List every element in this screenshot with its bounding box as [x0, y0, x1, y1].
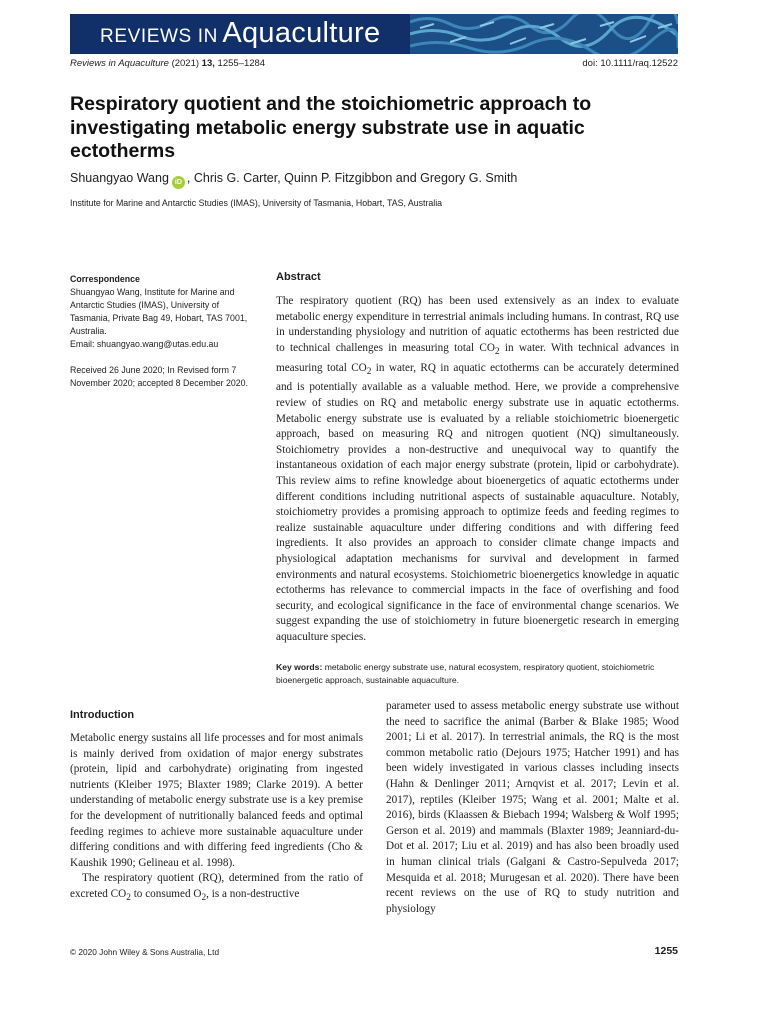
orcid-icon[interactable]: iD — [172, 176, 185, 189]
journal-pages: 1255–1284 — [217, 58, 266, 69]
body-column-right — [386, 699, 679, 917]
journal-banner — [70, 14, 678, 54]
fish-pattern-decoration — [410, 14, 678, 54]
correspondence-address: Shuangyao Wang, Institute for Marine and Antarctic Studies (IMAS), University of Tasmania, Private Bag 49, Hobart, TAS 7001, Australia. — [70, 287, 248, 336]
abstract-part-3: in water, RQ in aquatic ectotherms can be accurately determined and is potentially available as a valuable method. Here, we provide a comprehensive review of studies on RQ and metabolic energy substrate use in aquatic ectotherms. Metabolic energy substrate use is evaluated by a reliable stoichiometric bioenergetic approach, based on measuring RQ and nitrogen quotient (NQ) simultaneously. Stoichiometry provides a non-destructive and unequivocal way to quantify the instantaneous oxidation of each major energy substrate (protein, lipid or carbohydrate). This review aims to refine knowledge about bioenergetics of aquatic ectotherms under different conditions including nutritional aspects of sustainable aquaculture. Notably, stoichiometry provides a promising approach to optimize feeds and feeding regimes to realize sustainable aquaculture under differing conditions and with differing feed ingredients. It also provides an approach to consider climate change impacts and physiological adaptation mechanisms for survival and development in farmed environments and natural ecosystems. Stoichiometric bioenergetics knowledge in aquatic ectotherms has relevance to commercial impacts in the face of overfishing and food security, and ecological significance in the face of environmental change scenarios. We suggest expanding the use of stoichiometry in future bioenergetic research in emerging aquaculture species. — [276, 361, 679, 643]
article-title: Respiratory quotient and the stoichiometric approach to investigating metabolic energy substrate use in aquatic ectotherms — [70, 93, 592, 162]
correspondence-email[interactable]: Email: shuangyao.wang@utas.edu.au — [70, 339, 219, 349]
body-column-left — [70, 731, 363, 907]
abstract-part-2: in water. With technical advances in measuring total CO — [276, 341, 679, 374]
abstract-heading: Abstract — [276, 271, 321, 283]
page-number: 1255 — [654, 945, 678, 957]
banner-title — [100, 17, 380, 50]
author-list — [70, 171, 517, 189]
keywords-label: Key words: — [276, 662, 323, 672]
journal-name: Reviews in Aquaculture — [70, 58, 169, 69]
subscript-2: 2 — [126, 893, 131, 904]
intro-paragraph-1: Metabolic energy sustains all life processes and for most animals is mainly derived from oxidation of major energy substrates (protein, lipid and carbohydrate) originating from ingested nutrients (Kleiber 1975; Blaxter 1989; Clarke 2019). A better understanding of metabolic energy substrate use is a key premise for the development of nutritionally balanced feeds and optimal feeding regimes to achieve more sustainable aquaculture under differing conditions and with differing feed ingredients (Cho & Kaushik 1990; Gelineau et al. 1998). — [70, 732, 363, 869]
banner-small-text: REVIEWS IN — [100, 26, 218, 47]
keywords-text: metabolic energy substrate use, natural ecosystem, respiratory quotient, stoichiometric bioenergetic approach, sustainable aquaculture. — [276, 662, 655, 685]
correspondence-heading: Correspondence — [70, 274, 140, 284]
subscript-2: 2 — [366, 366, 372, 377]
intro-paragraph-continued: parameter used to assess metabolic energy substrate use without the need to sacrifice the animal (Barber & Blake 1985; Wood 2001; Li et al. 2017). In terrestrial animals, the RQ is the most common metabolic ratio (Dejours 1975; Hatcher 1991) and has been widely investigated in various classes including insects (Hahn & Denlinger 2011; Arnqvist et al. 2017; Levin et al. 2017), reptiles (Kleiber 1975; Wang et al. 2001; Malte et al. 2016), birds (Klaassen & Biebach 1994; Walsberg & Wolf 1995; Gerson et al. 2019) and mammals (Blaxter 1989; Jeanniard-du-Dot et al. 2017; Liu et al. 2019) and has also been broadly used in human clinical trials (Galgani & Castro-Sepulveda 2017; Mesquida et al. 2018; Murugesan et al. 2020). There have been recent reviews on the use of RQ to study nutrition and physiology — [386, 700, 679, 915]
journal-citation — [70, 58, 265, 69]
subscript-2: 2 — [494, 347, 500, 358]
subscript-2: 2 — [201, 893, 207, 904]
abstract-part-1: The respiratory quotient (RQ) has been used extensively as an index to evaluate metabolic energy expenditure in terrestrial animals including humans. In contrast, RQ use in understanding physiology and nutrition of aquatic ectotherms has been restricted due to technical challenges in measuring total CO — [276, 295, 679, 354]
journal-volume: 13, — [201, 58, 215, 69]
copyright-notice: © 2020 John Wiley & Sons Australia, Ltd — [70, 947, 220, 957]
abstract-text — [276, 294, 679, 646]
intro-paragraph-2 — [70, 871, 363, 906]
other-authors: , Chris G. Carter, Quinn P. Fitzgibbon and Gregory G. Smith — [186, 171, 518, 185]
introduction-heading: Introduction — [70, 709, 135, 721]
doi-link[interactable]: doi: 10.1111/raq.12522 — [582, 58, 678, 69]
affiliation: Institute for Marine and Antarctic Studies (IMAS), University of Tasmania, Hobart, TAS, Australia — [70, 198, 443, 208]
intro-p2-part-b: to consumed O — [130, 887, 202, 900]
banner-big-text: Aquaculture — [222, 17, 381, 49]
intro-p2-part-c: , is a non-destructive — [206, 887, 300, 900]
received-dates: Received 26 June 2020; In Revised form 7 November 2020; accepted 8 December 2020. — [70, 365, 248, 388]
journal-year: (2021) — [171, 58, 200, 69]
intro-p2-part-a: The respiratory quotient (RQ), determined from the ratio of excreted CO — [70, 872, 363, 900]
first-author[interactable]: Shuangyao Wang — [70, 171, 169, 185]
keywords — [276, 661, 679, 687]
correspondence-block — [70, 273, 260, 390]
